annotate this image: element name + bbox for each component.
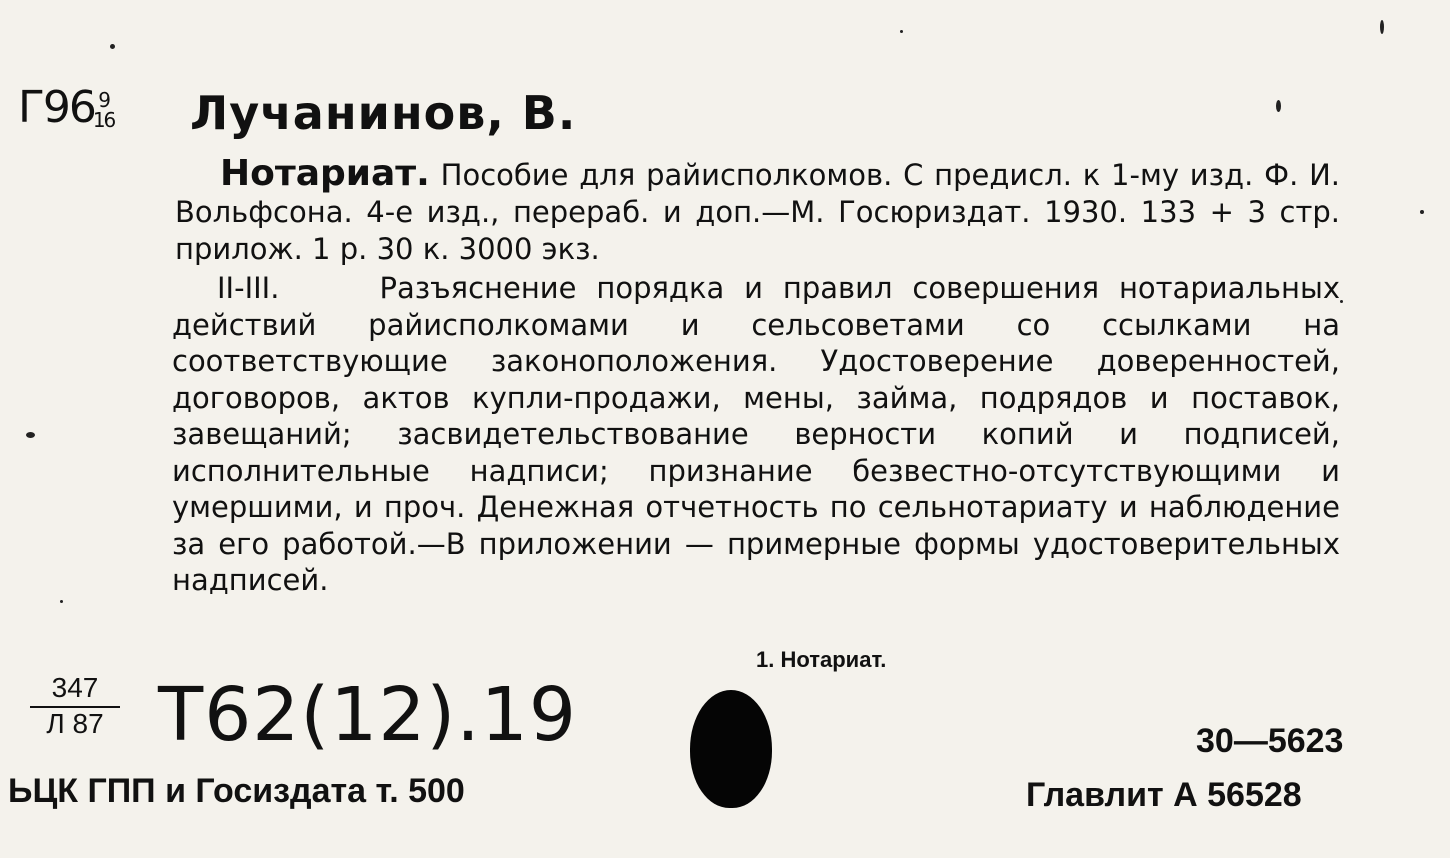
speckle <box>110 44 115 49</box>
classmark-fraction-bottom: 16 <box>92 108 115 132</box>
punch-hole <box>690 690 772 808</box>
subject-heading: 1. Нотариат. <box>756 647 887 672</box>
annotation-number: II-III. <box>217 271 280 305</box>
bibliographic-description <box>175 155 1340 268</box>
classmark-fraction-top: 9 <box>98 88 109 112</box>
classmark <box>18 82 114 133</box>
speckle <box>60 600 63 603</box>
speckle <box>1380 20 1384 34</box>
order-number: 30—5623 <box>1196 722 1344 760</box>
glavlit-number: Главлит А 56528 <box>1026 776 1302 814</box>
speckle <box>26 432 35 438</box>
classmark-main: Г96 <box>18 82 95 133</box>
speckle <box>1276 100 1281 112</box>
speckle <box>900 30 903 33</box>
annotation-block <box>172 270 1340 599</box>
handwritten-bbk-code: Т62(12).19 <box>158 672 577 758</box>
speckle <box>1340 300 1343 303</box>
printer-imprint: ЬЦК ГПП и Госиздата т. 500 <box>8 772 465 810</box>
shelf-mark-bottom: Л 87 <box>46 708 104 739</box>
book-title: Нотариат. <box>220 153 430 194</box>
shelf-mark <box>20 672 130 740</box>
annotation-text: Разъяснение порядка и правил совершения нотариальных действий райисполкомами и сельсоветами со ссылками на соответствующие законоположения. Удостоверение доверенностей, договоров, актов купли-продажи, мены, займа, подрядов и поставок, завещаний; засвидетельствование верности копий и подписей, исполнительные надписи; признание безвестно-отсутствующими и умершими, и проч. Денежная отчетность по сельнотариату и наблюдение за его работой.—В приложении — примерные формы удостоверительных надписей. <box>172 271 1340 597</box>
speckle <box>1420 210 1424 214</box>
imprint-text: Пособие для райисполкомов. С предисл. к 1-му изд. Ф. И. Вольфсона. 4-е изд., перераб. и доп.—М. Госюриздат. 1930. 133 + 3 стр. прилож. 1 р. 30 к. 3000 экз. <box>175 158 1340 266</box>
author-heading: Лучанинов, В. <box>190 86 577 140</box>
classmark-fraction <box>93 90 114 130</box>
shelf-mark-top: 347 <box>30 672 120 708</box>
